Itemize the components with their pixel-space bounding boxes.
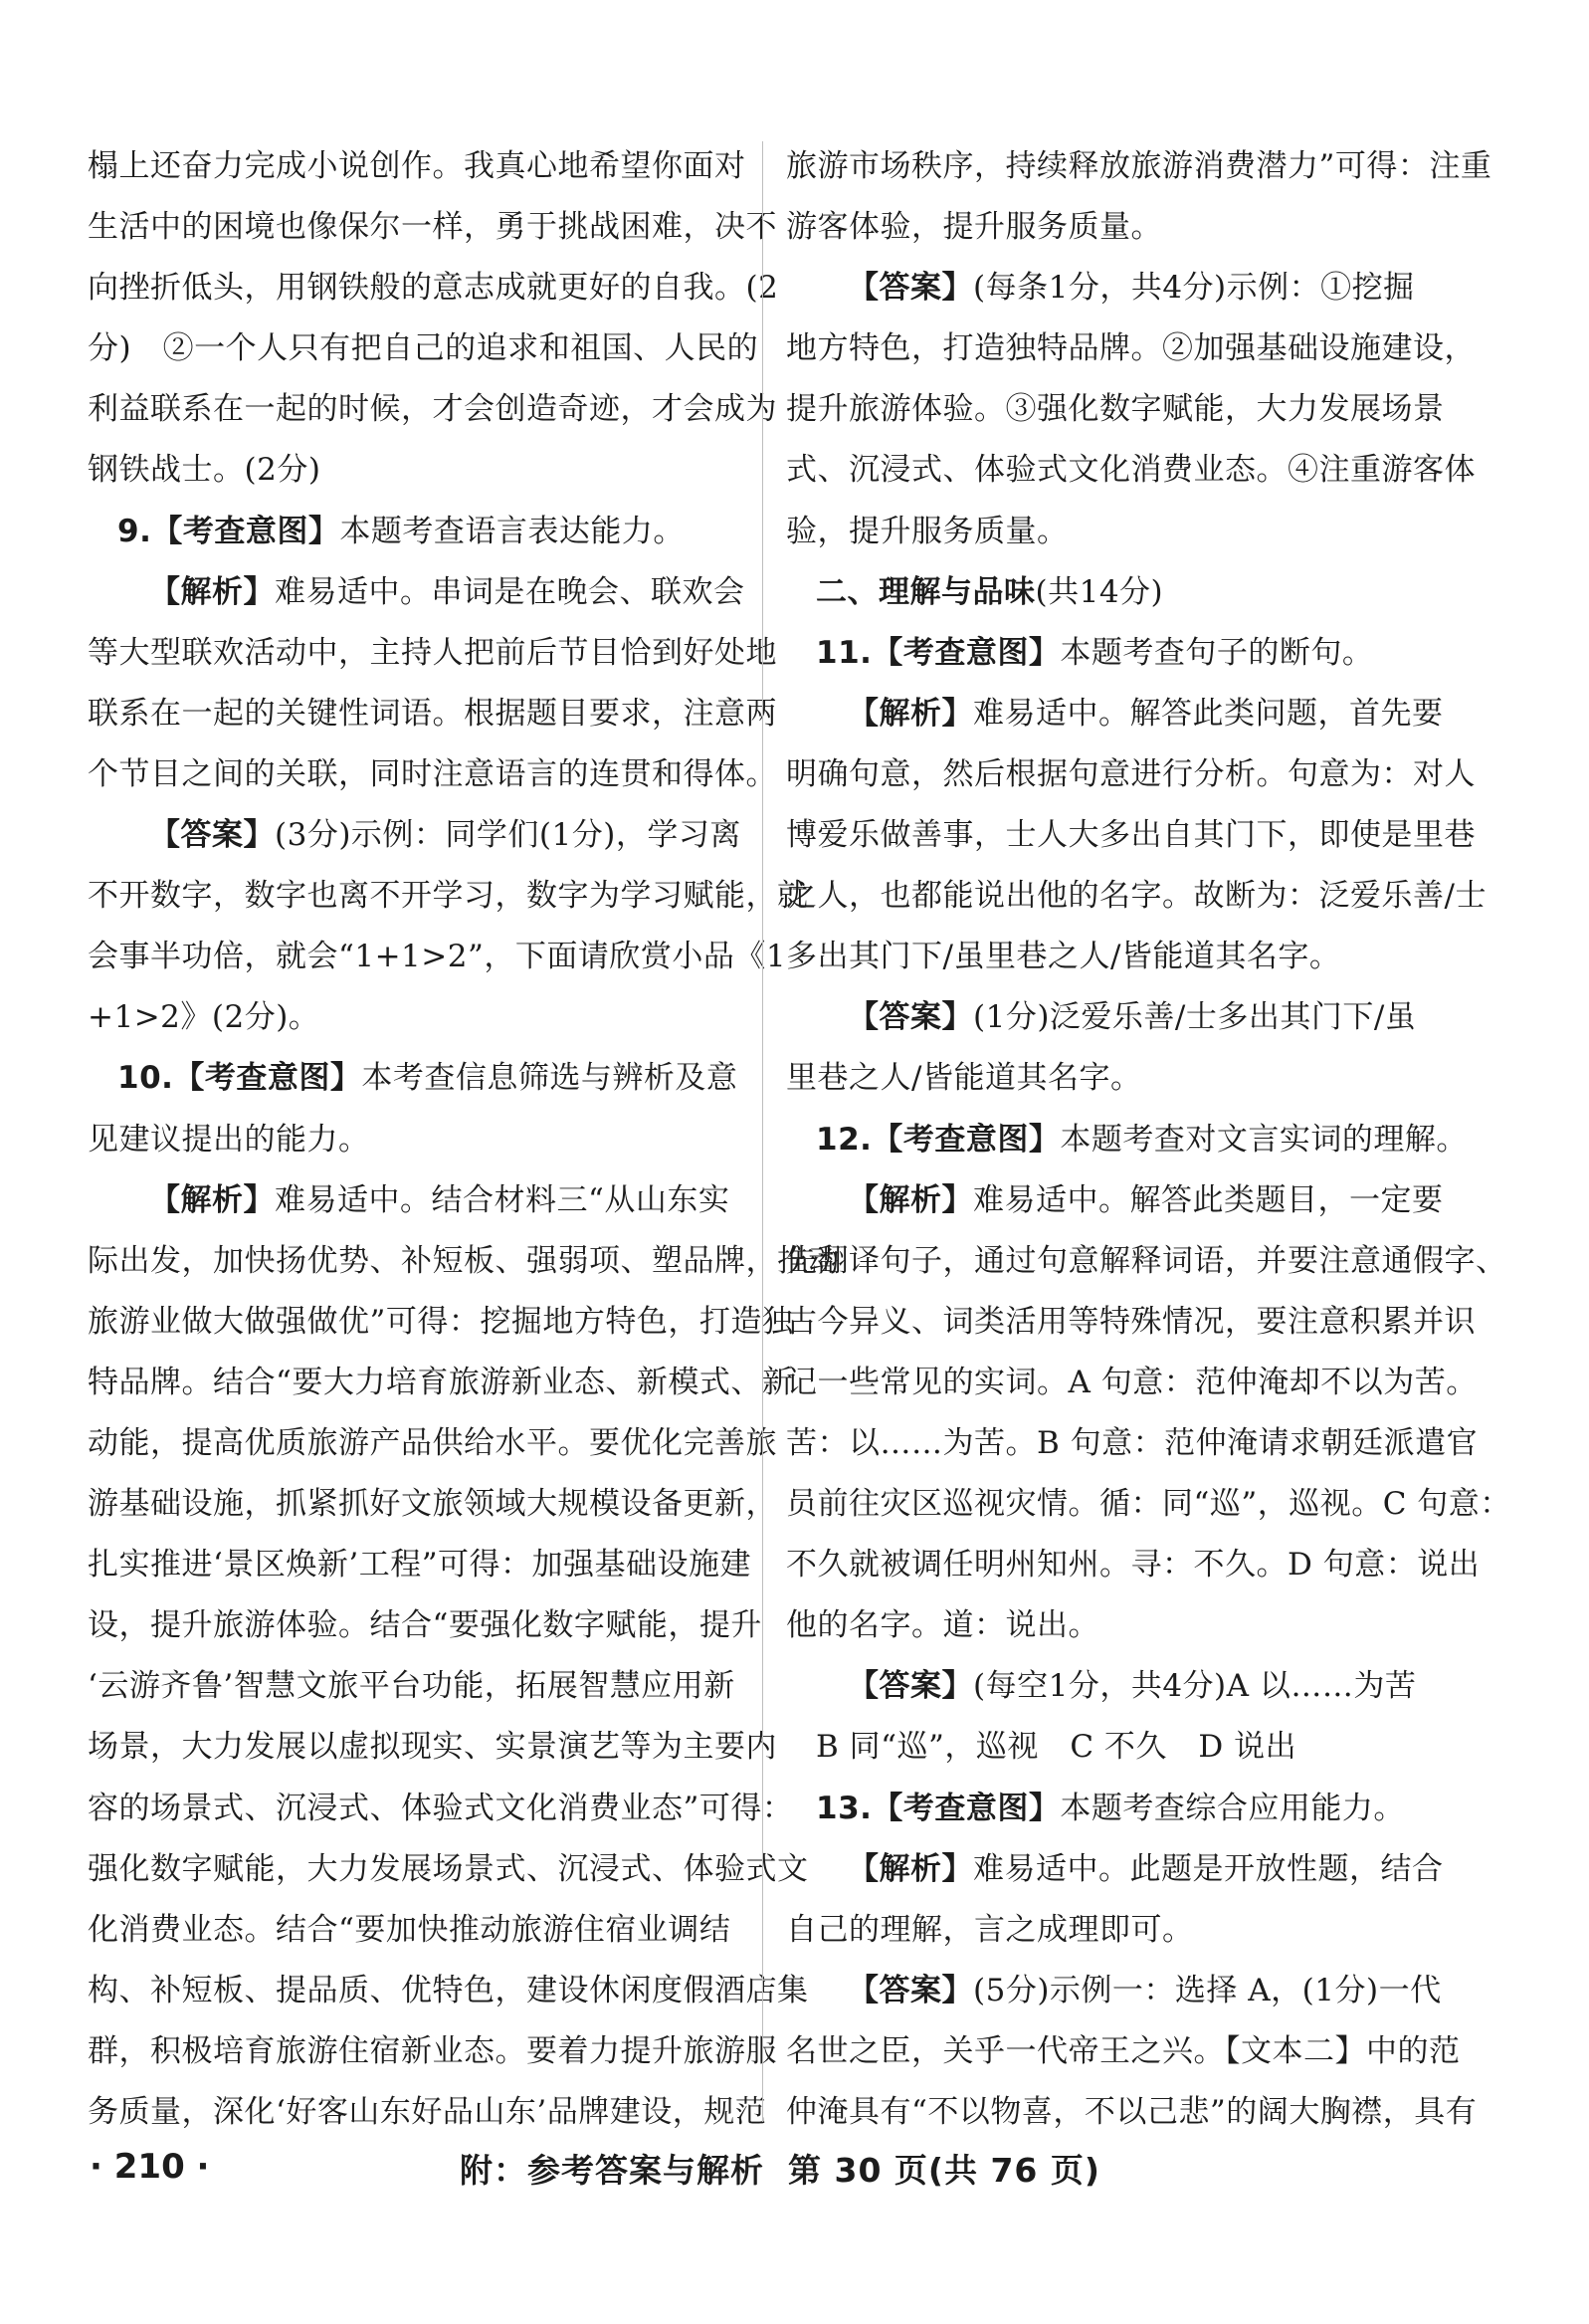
text-line <box>88 805 744 866</box>
bold-label: 9.【考查意图】 <box>117 513 340 549</box>
line-text: 里巷之人/皆能道其名字。 <box>786 1060 1142 1097</box>
bold-label: 【答案】 <box>848 1972 973 2008</box>
line-text: 员前往灾区巡视灾情。循：同“巡”，巡视。C 句意： <box>786 1486 1511 1523</box>
text-line <box>786 866 1487 927</box>
line-text: 难易适中。解答此类问题，首先要 <box>973 695 1444 732</box>
text-line <box>88 562 744 623</box>
text-line <box>88 1839 809 1900</box>
page-number: · 210 · <box>90 2147 210 2187</box>
line-text: 向挫折低头，用钢铁般的意志成就更好的自我。(2 <box>88 270 779 307</box>
text-line <box>88 1656 744 1717</box>
footer-title <box>460 2145 1100 2192</box>
line-text: 自己的理解，言之成理即可。 <box>786 1911 1194 1948</box>
line-text: 游基础设施，抓紧抓好文旅领域大规模设备更新， <box>88 1486 777 1523</box>
line-text: 利益联系在一起的时候，才会创造奇迹，才会成为 <box>88 391 777 428</box>
line-text: (每空1分，共4分)A 以……为苦 <box>973 1668 1417 1705</box>
line-text: (1分)泛爱乐善/士多出其门下/虽 <box>973 999 1417 1036</box>
text-line <box>88 927 787 987</box>
right-column <box>786 136 1511 2143</box>
text-line <box>88 502 744 562</box>
line-text: 式、沉浸式、体验式文化消费业态。④注重游客体 <box>786 452 1476 489</box>
bold-label: 【答案】 <box>848 1668 973 1705</box>
line-text: 个节目之间的关联，同时注意语言的连贯和得体。 <box>88 755 777 792</box>
line-text: 动能，提高优质旅游产品供给水平。要优化完善旅 <box>88 1424 777 1461</box>
footer-section-title: 附：参考答案与解析 <box>460 2151 764 2190</box>
line-text: 本题考查对文言实词的理解。 <box>1060 1121 1468 1158</box>
text-line <box>88 684 777 744</box>
text-line <box>88 1170 744 1231</box>
bold-label: 【解析】 <box>848 1181 973 1218</box>
line-text: 仲淹具有“不以物喜，不以己悲”的阔大胸襟，具有 <box>786 2094 1478 2130</box>
text-line <box>88 136 744 197</box>
text-line <box>88 258 779 318</box>
line-text: 群，积极培育旅游住宿新业态。要着力提升旅游服 <box>88 2032 777 2069</box>
text-line <box>786 987 1448 1048</box>
bold-label: 13.【考查意图】 <box>816 1790 1061 1826</box>
text-line <box>88 623 777 684</box>
text-line <box>88 1535 752 1595</box>
line-text: 不开数字，数字也离不开学习，数字为学习赋能，就 <box>88 878 809 915</box>
text-line <box>786 1535 1481 1595</box>
line-text: 化消费业态。结合“要加快推动旅游住宿业调结 <box>88 1911 731 1948</box>
text-line <box>786 440 1476 501</box>
line-text: 设，提升旅游体验。结合“要强化数字赋能，提升 <box>88 1607 762 1644</box>
text-line <box>786 1717 1448 1778</box>
text-line <box>88 1413 777 1474</box>
line-text: 特品牌。结合“要大力培育旅游新业态、新模式、新 <box>88 1364 794 1400</box>
line-text: 古今异义、词类活用等特殊情况，要注意积累并识 <box>786 1303 1476 1340</box>
text-line <box>786 379 1448 440</box>
text-line <box>786 1900 1448 1961</box>
bold-label: 12.【考查意图】 <box>816 1121 1061 1158</box>
line-text: 地方特色，打造独特品牌。②加强基础设施建设， <box>786 330 1476 367</box>
line-text: 本题考查语言表达能力。 <box>339 513 685 549</box>
text-line <box>786 2082 1478 2143</box>
text-line <box>88 1353 794 1413</box>
text-line <box>786 1779 1448 1839</box>
bold-label: 【答案】 <box>848 999 973 1036</box>
text-line <box>88 987 744 1048</box>
line-text: 苦：以……为苦。B 句意：范仲淹请求朝廷派遣官 <box>786 1424 1479 1461</box>
text-line <box>88 1900 744 1961</box>
line-text: 等大型联欢活动中，主持人把前后节目恰到好处地 <box>88 634 777 671</box>
text-line <box>88 1961 809 2021</box>
text-line <box>786 1839 1448 1900</box>
text-line <box>786 1413 1479 1474</box>
text-line <box>786 1292 1476 1353</box>
line-text: 明确句意，然后根据句意进行分析。句意为：对人 <box>786 755 1476 792</box>
text-line <box>88 1048 744 1109</box>
line-text: 本题考查句子的断句。 <box>1060 634 1374 671</box>
line-text: 之人，也都能说出他的名字。故断为：泛爱乐善/士 <box>786 878 1487 915</box>
line-text: 博爱乐做善事，士人大多出自其门下，即使是里巷 <box>786 817 1476 854</box>
text-line <box>786 744 1476 805</box>
text-line <box>88 379 777 440</box>
line-text: 容的场景式、沉浸式、体验式文化消费业态”可得： <box>88 1790 794 1826</box>
text-line <box>786 684 1448 744</box>
line-text: 分) ②一个人只有把自己的追求和祖国、人民的 <box>88 330 759 367</box>
text-line <box>786 1048 1448 1109</box>
bold-label: 【解析】 <box>149 573 275 610</box>
line-text: B 同“巡”，巡视 C 不久 D 说出 <box>816 1729 1297 1766</box>
footer-page-info: 第 30 页(共 76 页) <box>788 2151 1100 2190</box>
bold-label: 【解析】 <box>848 695 973 732</box>
bold-label: 【解析】 <box>848 1850 973 1887</box>
line-text: 难易适中。串词是在晚会、联欢会 <box>275 573 745 610</box>
bold-label: 二、理解与品味 <box>816 573 1036 610</box>
text-line <box>786 318 1476 379</box>
text-line <box>786 1170 1448 1231</box>
text-line <box>88 1779 794 1839</box>
text-line <box>786 1961 1448 2021</box>
line-text: 务质量，深化‘好客山东好品山东’品牌建设，规范 <box>88 2094 767 2130</box>
text-line <box>786 197 1448 258</box>
bold-label: 11.【考查意图】 <box>816 634 1061 671</box>
line-text: 见建议提出的能力。 <box>88 1121 370 1158</box>
text-line <box>786 1474 1511 1535</box>
line-text: 难易适中。此题是开放性题，结合 <box>973 1850 1444 1887</box>
left-column <box>88 136 840 2143</box>
text-line <box>88 318 759 379</box>
bold-label: 10.【考查意图】 <box>117 1060 362 1097</box>
line-text: 他的名字。道：说出。 <box>786 1607 1099 1644</box>
line-text: 旅游市场秩序，持续释放旅游消费潜力”可得：注重 <box>786 148 1492 184</box>
text-line <box>786 258 1448 318</box>
line-text: ‘云游齐鲁’智慧文旅平台功能，拓展智慧应用新 <box>88 1668 735 1705</box>
text-line <box>786 2021 1461 2082</box>
text-line <box>786 1656 1448 1717</box>
column-divider <box>762 141 763 2122</box>
text-line <box>88 440 744 501</box>
line-text: 扎实推进‘景区焕新’工程”可得：加强基础设施建 <box>88 1547 752 1584</box>
text-line <box>88 1231 840 1292</box>
line-text: (3分)示例：同学们(1分)，学习离 <box>275 817 741 854</box>
text-line <box>88 2021 777 2082</box>
line-text: 多出其门下/虽里巷之人/皆能道其名字。 <box>786 939 1341 975</box>
line-text: 难易适中。结合材料三“从山东实 <box>275 1181 730 1218</box>
line-text: 不久就被调任明州知州。寻：不久。D 句意：说出 <box>786 1547 1481 1584</box>
line-text: 场景，大力发展以虚拟现实、实景演艺等为主要内 <box>88 1729 777 1766</box>
line-text: 联系在一起的关键性词语。根据题目要求，注意两 <box>88 695 777 732</box>
line-text: 强化数字赋能，大力发展场景式、沉浸式、体验式文 <box>88 1850 809 1887</box>
text-line <box>88 744 777 805</box>
line-text: 钢铁战士。(2分) <box>88 452 321 489</box>
line-text: 本题考查综合应用能力。 <box>1060 1790 1405 1826</box>
bold-label: 【解析】 <box>149 1181 275 1218</box>
line-text: (每条1分，共4分)示例：①挖掘 <box>973 270 1415 307</box>
bold-label: 【答案】 <box>149 817 275 854</box>
line-text: 生活中的困境也像保尔一样，勇于挑战困难，决不 <box>88 209 777 246</box>
text-line <box>786 1595 1448 1656</box>
text-line <box>88 2082 767 2143</box>
text-line <box>786 562 1448 623</box>
line-text: 本考查信息筛选与辨析及意 <box>361 1060 738 1097</box>
text-line <box>786 623 1448 684</box>
text-line <box>786 1353 1478 1413</box>
text-line <box>786 927 1448 987</box>
text-line <box>88 866 809 927</box>
line-text: 会事半功倍，就会“1+1>2”，下面请欣赏小品《1 <box>88 939 787 975</box>
line-text: 榻上还奋力完成小说创作。我真心地希望你面对 <box>88 148 746 184</box>
line-text: 构、补短板、提品质、优特色，建设休闲度假酒店集 <box>88 1972 809 2008</box>
line-text: 难易适中。解答此类题目，一定要 <box>973 1181 1444 1218</box>
text-line <box>88 1474 777 1535</box>
line-text: 先翻译句子，通过句意解释词语，并要注意通假字、 <box>786 1242 1507 1279</box>
text-line <box>786 1231 1507 1292</box>
line-text: 游客体验，提升服务质量。 <box>786 209 1162 246</box>
line-text: 提升旅游体验。③强化数字赋能，大力发展场景 <box>786 391 1445 428</box>
line-text: 记一些常见的实词。A 句意：范仲淹却不以为苦。 <box>786 1364 1478 1400</box>
line-text: (5分)示例一：选择 A，(1分)一代 <box>973 1972 1442 2008</box>
line-text: +1>2》(2分)。 <box>88 999 320 1036</box>
text-line <box>88 197 777 258</box>
line-text: 际出发，加快扬优势、补短板、强弱项、塑品牌，推动 <box>88 1242 840 1279</box>
text-line <box>88 1292 794 1353</box>
text-line <box>786 136 1492 197</box>
text-line <box>88 1717 777 1778</box>
line-text: 验，提升服务质量。 <box>786 513 1069 549</box>
text-line <box>786 1110 1468 1170</box>
line-text: (共14分) <box>1035 573 1164 610</box>
text-line <box>786 502 1448 562</box>
bold-label: 【答案】 <box>848 270 973 307</box>
line-text: 旅游业做大做强做优”可得：挖掘地方特色，打造独 <box>88 1303 794 1340</box>
line-text: 名世之臣，关乎一代帝王之兴。【文本二】中的范 <box>786 2032 1461 2069</box>
text-line <box>88 1595 762 1656</box>
page-footer <box>0 2135 1589 2195</box>
text-line <box>88 1110 744 1170</box>
text-line <box>786 805 1476 866</box>
